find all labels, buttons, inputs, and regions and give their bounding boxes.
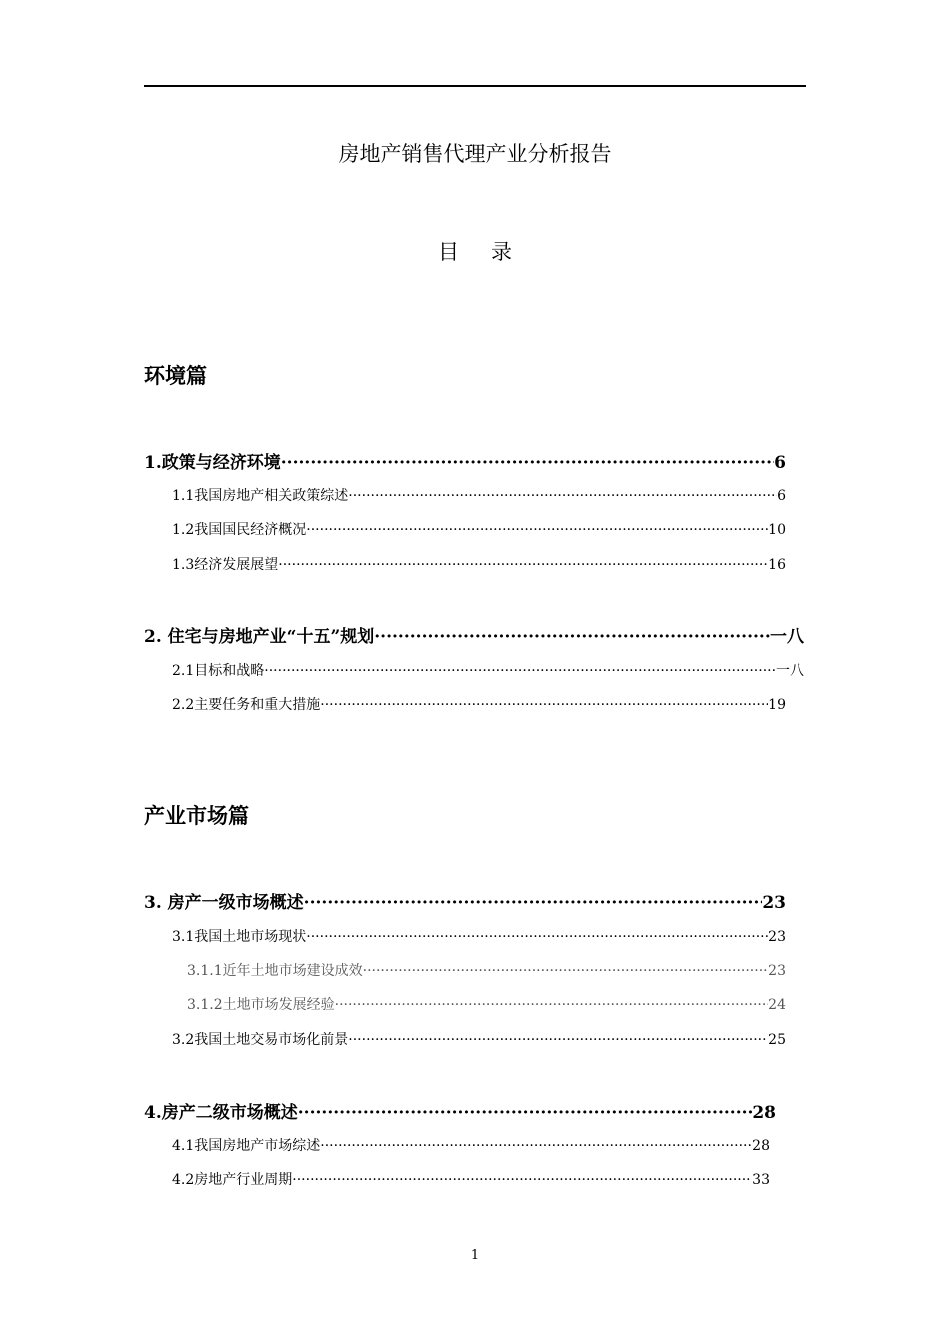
toc-entry-3-1-1[interactable]	[187, 960, 786, 980]
toc-entry-label: 4.2房地产行业周期	[172, 1172, 293, 1188]
dot-leader	[281, 453, 774, 473]
toc-entry-label: 4.房产二级市场概述	[144, 1103, 298, 1123]
toc-entry-label: 3.1.2土地市场发展经验	[187, 997, 335, 1013]
page-number: 1	[470, 1248, 480, 1263]
toc-entry-label: 1.3经济发展展望	[172, 557, 279, 573]
toc-entry-2-2[interactable]	[172, 694, 786, 714]
toc-entry-4[interactable]	[144, 1098, 776, 1123]
toc-heading-char-1: 目	[438, 240, 459, 264]
toc-entry-page: 6	[777, 488, 786, 504]
dot-leader	[292, 1172, 752, 1188]
dot-leader	[348, 488, 777, 504]
toc-entry-label: 1.2我国国民经济概况	[172, 522, 307, 538]
dot-leader	[374, 627, 770, 647]
dot-leader	[304, 893, 763, 913]
dot-leader	[348, 1032, 768, 1048]
toc-entry-1-3[interactable]	[172, 554, 786, 574]
document-title: 房地产销售代理产业分析报告	[338, 142, 612, 166]
toc-entry-3[interactable]	[144, 888, 786, 913]
toc-entry-3-1[interactable]	[172, 926, 786, 946]
toc-entry-page: 19	[768, 697, 786, 713]
toc-entry-page: 24	[768, 997, 786, 1013]
toc-entry-page: 23	[768, 963, 786, 979]
toc-entry-2[interactable]	[144, 622, 804, 647]
toc-entry-page: 6	[774, 453, 786, 473]
toc-heading-char-2: 录	[491, 240, 512, 264]
toc-entry-page: 一八	[770, 627, 804, 647]
toc-entry-page: 一八	[776, 663, 804, 679]
toc-entry-3-1-2[interactable]	[187, 994, 786, 1014]
toc-entry-4-2[interactable]	[172, 1169, 770, 1189]
toc-entry-1-1[interactable]	[172, 485, 786, 505]
part-heading-market: 产业市场篇	[144, 804, 249, 828]
toc-entry-page: 33	[752, 1172, 770, 1188]
dot-leader	[278, 557, 768, 573]
header-rule	[144, 85, 806, 87]
toc-entry-label: 4.1我国房地产市场综述	[172, 1138, 321, 1154]
toc-entry-label: 1.政策与经济环境	[144, 453, 281, 473]
dot-leader	[320, 697, 768, 713]
toc-entry-2-1[interactable]	[172, 660, 804, 680]
toc-entry-label: 3. 房产一级市场概述	[144, 893, 304, 913]
toc-heading	[0, 236, 950, 266]
dot-leader	[306, 929, 768, 945]
toc-entry-page: 10	[768, 522, 786, 538]
toc-entry-label: 3.1我国土地市场现状	[172, 929, 307, 945]
toc-entry-page: 16	[768, 557, 786, 573]
toc-entry-page: 25	[768, 1032, 786, 1048]
toc-entry-page: 23	[768, 929, 786, 945]
toc-entry-page: 23	[762, 893, 786, 913]
toc-entry-3-2[interactable]	[172, 1029, 786, 1049]
part-heading-environment: 环境篇	[144, 364, 207, 388]
toc-entry-label: 1.1我国房地产相关政策综述	[172, 488, 349, 504]
toc-entry-label: 3.2我国土地交易市场化前景	[172, 1032, 349, 1048]
dot-leader	[363, 963, 769, 979]
toc-entry-label: 2.2主要任务和重大措施	[172, 697, 321, 713]
dot-leader	[320, 1138, 752, 1154]
dot-leader	[264, 663, 776, 679]
toc-entry-label: 2.1目标和战略	[172, 663, 265, 679]
dot-leader	[306, 522, 768, 538]
dot-leader	[298, 1103, 753, 1123]
toc-entry-page: 28	[752, 1138, 770, 1154]
toc-entry-1[interactable]	[144, 448, 786, 473]
toc-entry-4-1[interactable]	[172, 1135, 770, 1155]
toc-entry-page: 28	[752, 1103, 776, 1123]
dot-leader	[335, 997, 769, 1013]
toc-entry-label: 3.1.1近年土地市场建设成效	[187, 963, 363, 979]
toc-entry-label: 2. 住宅与房地产业“十五”规划	[144, 627, 375, 647]
toc-entry-1-2[interactable]	[172, 519, 786, 539]
